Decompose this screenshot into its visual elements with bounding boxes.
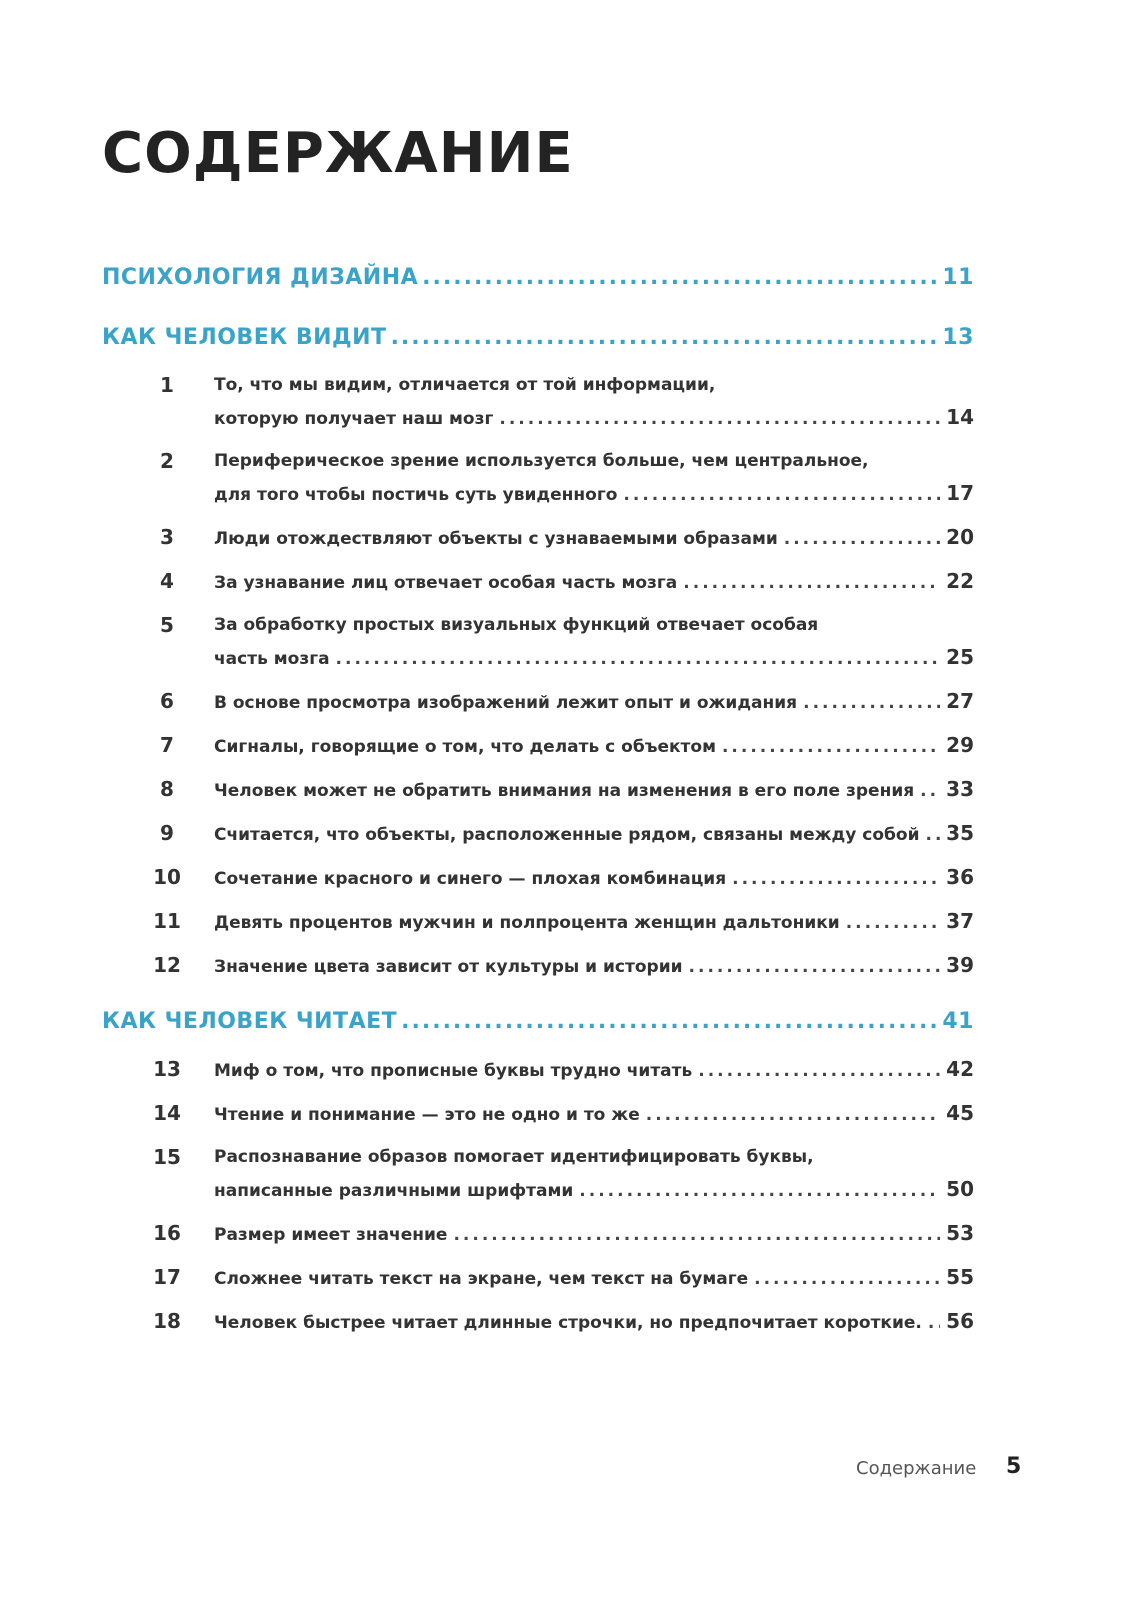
entry-number: 18 — [153, 1309, 181, 1333]
toc-section[interactable] — [102, 318, 974, 358]
entry-text: Миф о том, что прописные буквы трудно читать — [214, 1061, 693, 1081]
entry-text: часть мозга — [214, 649, 330, 669]
toc-entry[interactable] — [102, 444, 974, 510]
entry-text: Девять процентов мужчин и полпроцента женщин дальтоники — [214, 913, 840, 933]
entry-number: 7 — [160, 733, 174, 757]
entry-number: 4 — [160, 569, 174, 593]
entry-number: 5 — [160, 613, 174, 637]
dot-leader — [391, 318, 939, 358]
entry-text: Человек может не обратить внимания на изменения в его поле зрения — [214, 781, 915, 801]
entry-page-number: 20 — [946, 525, 974, 549]
entry-page-number: 39 — [946, 953, 974, 977]
toc-section[interactable] — [102, 1002, 974, 1042]
dot-leader — [422, 258, 938, 298]
entry-page-number: 27 — [946, 689, 974, 713]
dot-leader — [579, 1174, 940, 1208]
page-title: СОДЕРЖАНИЕ — [102, 121, 574, 186]
footer-page-number: 5 — [1006, 1454, 1022, 1479]
entry-number: 12 — [153, 953, 181, 977]
dot-leader — [784, 522, 940, 556]
toc-entry[interactable] — [102, 1216, 974, 1250]
toc-entry[interactable] — [102, 1096, 974, 1130]
entry-text: написанные различными шрифтами — [214, 1181, 574, 1201]
dot-leader — [920, 774, 940, 808]
entry-text: Человек быстрее читает длинные строчки, но предпочитает короткие. — [214, 1313, 922, 1333]
entry-number: 16 — [153, 1221, 181, 1245]
section-page-number: 11 — [942, 265, 974, 290]
entry-text-line1: Периферическое зрение используется больше, чем центральное, — [214, 451, 869, 471]
toc-entry[interactable] — [102, 860, 974, 894]
dot-leader — [646, 1098, 940, 1132]
section-title: КАК ЧЕЛОВЕК ВИДИТ — [102, 325, 387, 350]
entry-text-line1: За обработку простых визуальных функций отвечает особая — [214, 615, 819, 635]
entry-text: Размер имеет значение — [214, 1225, 448, 1245]
entry-text: Чтение и понимание — это не одно и то же — [214, 1105, 640, 1125]
entry-text: Считается, что объекты, расположенные рядом, связаны между собой — [214, 825, 920, 845]
entry-number: 6 — [160, 689, 174, 713]
dot-leader — [925, 818, 940, 852]
entry-number: 17 — [153, 1265, 181, 1289]
entry-number: 9 — [160, 821, 174, 845]
toc-entry[interactable] — [102, 772, 974, 806]
dot-leader — [846, 906, 940, 940]
entry-number: 1 — [160, 373, 174, 397]
toc-entry[interactable] — [102, 1260, 974, 1294]
entry-number: 2 — [160, 449, 174, 473]
entry-page-number: 25 — [946, 645, 974, 669]
entry-page-number: 37 — [946, 909, 974, 933]
toc-entry[interactable] — [102, 684, 974, 718]
section-title: КАК ЧЕЛОВЕК ЧИТАЕТ — [102, 1009, 398, 1034]
toc-entry[interactable] — [102, 728, 974, 762]
entry-number: 10 — [153, 865, 181, 889]
entry-page-number: 45 — [946, 1101, 974, 1125]
section-title: ПСИХОЛОГИЯ ДИЗАЙНА — [102, 265, 419, 290]
entry-page-number: 29 — [946, 733, 974, 757]
section-page-number: 41 — [942, 1009, 974, 1034]
toc-entry[interactable] — [102, 608, 974, 674]
toc-section[interactable] — [102, 258, 974, 298]
entry-number: 14 — [153, 1101, 181, 1125]
toc-entry[interactable] — [102, 1052, 974, 1086]
dot-leader — [689, 950, 941, 984]
dot-leader — [698, 1054, 940, 1088]
entry-text-line1: То, что мы видим, отличается от той информации, — [214, 375, 716, 395]
section-page-number: 13 — [942, 325, 974, 350]
toc-entry[interactable] — [102, 904, 974, 938]
entry-text: Значение цвета зависит от культуры и истории — [214, 957, 683, 977]
toc-entry[interactable] — [102, 564, 974, 598]
entry-text: В основе просмотра изображений лежит опыт и ожидания — [214, 693, 798, 713]
footer-label: Содержание — [856, 1458, 977, 1479]
entry-number: 15 — [153, 1145, 181, 1169]
toc-entry[interactable] — [102, 948, 974, 982]
toc-entry[interactable] — [102, 368, 974, 434]
entry-page-number: 55 — [946, 1265, 974, 1289]
toc-entry[interactable] — [102, 520, 974, 554]
table-of-contents — [102, 258, 974, 1338]
toc-entry[interactable] — [102, 1140, 974, 1206]
entry-page-number: 56 — [946, 1309, 974, 1333]
entry-text: Сигналы, говорящие о том, что делать с объектом — [214, 737, 716, 757]
entry-page-number: 14 — [946, 405, 974, 429]
dot-leader — [401, 1002, 938, 1042]
dot-leader — [453, 1218, 940, 1252]
entry-text-line1: Распознавание образов помогает идентифицировать буквы, — [214, 1147, 814, 1167]
entry-page-number: 36 — [946, 865, 974, 889]
dot-leader — [336, 642, 941, 676]
toc-entry[interactable] — [102, 816, 974, 850]
dot-leader — [754, 1262, 940, 1296]
entry-text: Сложнее читать текст на экране, чем текст на бумаге — [214, 1269, 749, 1289]
dot-leader — [928, 1306, 940, 1340]
entry-number: 3 — [160, 525, 174, 549]
dot-leader — [732, 862, 940, 896]
entry-text: Сочетание красного и синего — плохая комбинация — [214, 869, 727, 889]
dot-leader — [722, 730, 940, 764]
entry-page-number: 22 — [946, 569, 974, 593]
entry-text: которую получает наш мозг — [214, 409, 494, 429]
entry-number: 13 — [153, 1057, 181, 1081]
entry-page-number: 50 — [946, 1177, 974, 1201]
dot-leader — [683, 566, 940, 600]
entry-page-number: 33 — [946, 777, 974, 801]
entry-page-number: 53 — [946, 1221, 974, 1245]
entry-text: За узнавание лиц отвечает особая часть мозга — [214, 573, 678, 593]
dot-leader — [499, 402, 940, 436]
dot-leader — [803, 686, 940, 720]
entry-page-number: 42 — [946, 1057, 974, 1081]
entry-number: 8 — [160, 777, 174, 801]
entry-text: для того чтобы постичь суть увиденного — [214, 485, 618, 505]
dot-leader — [623, 478, 940, 512]
toc-entry[interactable] — [102, 1304, 974, 1338]
entry-page-number: 17 — [946, 481, 974, 505]
entry-text: Люди отождествляют объекты с узнаваемыми образами — [214, 529, 778, 549]
entry-number: 11 — [153, 909, 181, 933]
entry-page-number: 35 — [946, 821, 974, 845]
